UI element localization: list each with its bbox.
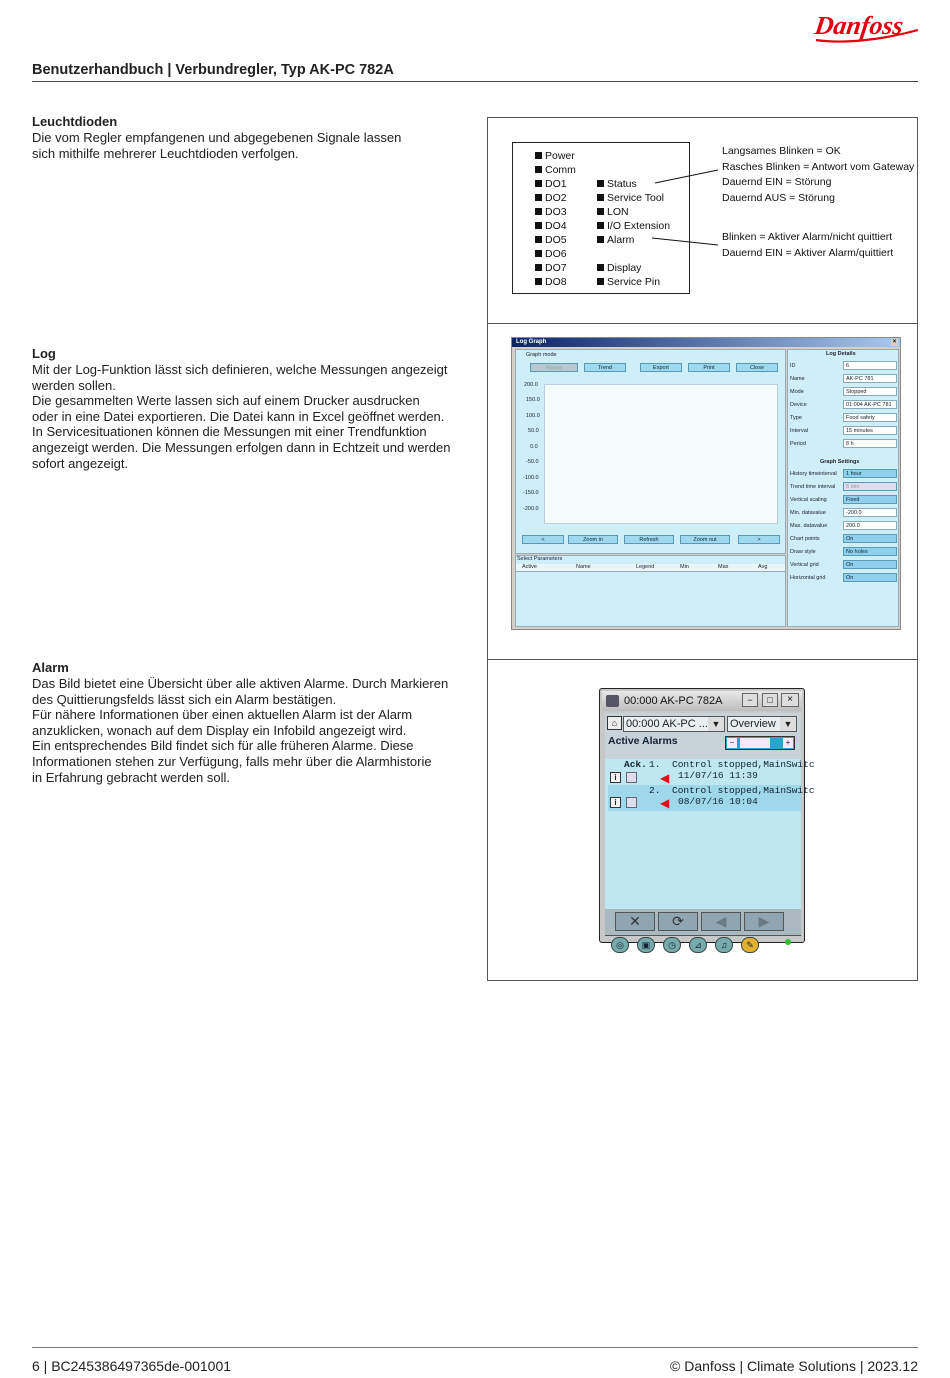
led-square-icon: [535, 166, 542, 173]
chevron-down-icon: ▼: [780, 717, 796, 731]
detail-value: Stopped: [843, 387, 897, 396]
graph-area: [515, 349, 786, 554]
param-table-header: [516, 564, 785, 572]
setting-label: History timeinterval: [790, 471, 837, 477]
setting-label: Trend time interval: [790, 484, 836, 490]
chart-points-select[interactable]: On: [843, 534, 897, 543]
detail-value: 6: [843, 361, 897, 370]
select-parameters-panel: [515, 555, 786, 627]
led-do2: DO2: [535, 192, 576, 206]
alarm-row[interactable]: [608, 759, 815, 785]
detail-label: Period: [790, 441, 806, 447]
setting-label: Vertical scaling: [790, 497, 827, 503]
y-tick: -100.0: [523, 475, 539, 481]
text-line: Die gesammelten Werte lassen sich auf einem Drucker ausdrucken: [32, 393, 420, 409]
text-line: werden sollen.: [32, 377, 116, 393]
note-line: Rasches Blinken = Antwort vom Gateway: [722, 160, 915, 173]
detail-label: Interval: [790, 428, 809, 434]
detail-label: Mode: [790, 389, 804, 395]
refresh-icon[interactable]: ⟳: [658, 912, 698, 931]
detail-label: Type: [790, 415, 802, 421]
print-button[interactable]: Print: [688, 363, 730, 372]
footer-document-id: 6 | BC245386497365de-001001: [32, 1358, 232, 1374]
alarm-bell-icon[interactable]: ♫: [715, 937, 733, 953]
alarm-window-title: 00:000 AK-PC 782A: [624, 695, 723, 707]
detail-value: AK-PC 781: [843, 374, 897, 383]
text-line: oder in eine Datei exportieren. Die Datei kann in Excel geöffnet werden.: [32, 408, 445, 424]
brand-wordmark: Danfoss: [812, 11, 906, 40]
led-square-icon: [597, 208, 604, 215]
text-line: sofort angezeigt.: [32, 455, 129, 471]
service-wrench-icon[interactable]: ✎: [741, 937, 759, 953]
alarm-bell-icon: ◀: [660, 796, 670, 810]
param-col-header: Min: [680, 564, 689, 570]
chevron-down-icon: ▼: [708, 717, 724, 731]
active-alarms-heading: Active Alarms: [608, 735, 678, 747]
scroll-left-button[interactable]: <: [522, 535, 564, 544]
text-line: des Quittierungsfelds lässt sich ein Alarm bestätigen.: [32, 691, 337, 707]
section-text-log: [32, 362, 482, 471]
vertical-grid-select[interactable]: On: [843, 560, 897, 569]
zoom-out-button[interactable]: Zoom out: [680, 535, 730, 544]
section-title-log: Log: [32, 346, 56, 361]
schedule-icon[interactable]: ◷: [663, 937, 681, 953]
led-do8: DO8: [535, 276, 576, 290]
close-icon[interactable]: ×: [892, 339, 897, 345]
alarm-screen: [605, 713, 815, 950]
led-square-icon: [535, 250, 542, 257]
detail-value: 8 h: [843, 439, 897, 448]
device-icon: [606, 695, 619, 707]
led-square-icon: [535, 208, 542, 215]
note-line: Dauernd EIN = Aktiver Alarm/quittiert: [722, 246, 894, 259]
vertical-scaling-select[interactable]: Fixed: [843, 495, 897, 504]
graph-icon[interactable]: ⊿: [689, 937, 707, 953]
setting-label: Draw style: [790, 549, 816, 555]
setting-label: Horizontal grid: [790, 575, 826, 581]
setting-label: Min. datavalue: [790, 510, 826, 516]
y-tick: -200.0: [523, 506, 539, 512]
history-button[interactable]: History: [530, 363, 578, 372]
led-do5: DO5: [535, 234, 576, 248]
minus-icon[interactable]: −: [727, 738, 737, 748]
led-do3: DO3: [535, 206, 576, 220]
param-col-header: Active: [522, 564, 537, 570]
led-square-icon: [535, 222, 542, 229]
page-field[interactable]: [740, 738, 770, 748]
section-title-alarm: Alarm: [32, 660, 69, 675]
network-icon[interactable]: ◎: [611, 937, 629, 953]
led-do7: DO7: [535, 262, 576, 276]
log-details-panel: [787, 349, 899, 627]
led-square-icon: [535, 264, 542, 271]
maximize-icon[interactable]: □: [762, 693, 778, 707]
status-led-icon: [785, 939, 791, 945]
text-line: in Erfahrung gebracht werden soll.: [32, 769, 231, 785]
status-notes: [722, 145, 914, 207]
close-button[interactable]: Close: [736, 363, 778, 372]
led-io-extension: I/O Extension: [597, 220, 670, 234]
text-line: In Servicesituationen können die Messungen mit einer Trendfunktion: [32, 424, 427, 440]
led-square-icon: [535, 194, 542, 201]
history-interval-select[interactable]: 1 hour: [843, 469, 897, 478]
ack-checkbox[interactable]: [626, 797, 637, 808]
y-tick: 100.0: [526, 413, 540, 419]
save-icon[interactable]: ▣: [637, 937, 655, 953]
note-line: Langsames Blinken = OK: [722, 145, 841, 157]
view-select[interactable]: Overview ▼: [727, 716, 797, 732]
text-line: Ein entsprechendes Bild findet sich für alle früheren Alarme. Diese: [32, 738, 414, 754]
alarm-time: 11/07/16 11:39: [678, 770, 758, 781]
setting-label: Chart points: [790, 536, 820, 542]
text-line: angezeigt werden. Die Messungen erfolgen dann in Echtzeit und werden: [32, 439, 451, 455]
led-comm: Comm: [535, 164, 576, 178]
y-tick: 150.0: [526, 397, 540, 403]
trend-button[interactable]: Trend: [584, 363, 626, 372]
log-graph-titlebar: [512, 338, 900, 347]
export-button[interactable]: Export: [640, 363, 682, 372]
alarm-index: 2.: [649, 785, 661, 796]
led-do1: DO1: [535, 178, 576, 192]
alarm-notes: [722, 231, 893, 262]
detail-label: Device: [790, 402, 807, 408]
danfoss-logo: [812, 4, 922, 46]
led-alarm: Alarm: [597, 234, 670, 248]
detail-value: 01:004 AK-PC 781: [843, 400, 897, 409]
led-service-tool: Service Tool: [597, 192, 670, 206]
led-lon: LON: [597, 206, 670, 220]
text-line: Informationen stehen zur Verfügung, falls mehr über die Alarmhistorie: [32, 753, 432, 769]
alarm-window: [599, 688, 815, 950]
ack-checkbox[interactable]: [626, 772, 637, 783]
led-square-icon: [535, 236, 542, 243]
alarm-text: Control stopped,MainSwitc: [672, 785, 815, 796]
figure-frame-bottom: [487, 980, 918, 981]
led-square-icon: [535, 278, 542, 285]
graph-mode-label: Graph mode: [526, 352, 557, 358]
led-spacer: [597, 248, 670, 262]
text-line: Das Bild bietet eine Übersicht über alle aktiven Alarme. Durch Markieren: [32, 676, 449, 691]
header-rule: [32, 81, 918, 82]
led-square-icon: [535, 152, 542, 159]
led-square-icon: [597, 194, 604, 201]
led-display: Display: [597, 262, 670, 276]
footer-rule: [32, 1347, 918, 1348]
back-icon[interactable]: ◀: [701, 912, 741, 931]
max-datavalue-input[interactable]: 200.0: [843, 521, 897, 530]
section-text-leds: [32, 130, 472, 161]
detail-label: Name: [790, 376, 805, 382]
led-square-icon: [597, 264, 604, 271]
led-left-column: [535, 150, 576, 290]
zoom-in-button[interactable]: Zoom in: [568, 535, 618, 544]
log-graph-title: Log Graph: [516, 339, 547, 345]
led-square-icon: [535, 180, 542, 187]
log-graph-window: [511, 337, 901, 630]
text-line: Für nähere Informationen über einen aktuellen Alarm ist der Alarm: [32, 707, 413, 723]
setting-label: Max. datavalue: [790, 523, 828, 529]
page-control[interactable]: [725, 736, 795, 750]
info-icon[interactable]: i: [610, 797, 621, 808]
led-square-icon: [597, 278, 604, 285]
select-parameters-label: Select Parameters: [517, 556, 563, 562]
note-line: Dauernd EIN = Störung: [722, 176, 832, 188]
y-tick: 200.0: [524, 382, 538, 388]
alarm-row[interactable]: [608, 785, 815, 811]
device-select[interactable]: 00:000 AK-PC ... ▼: [623, 716, 725, 732]
param-col-header: Max: [718, 564, 729, 570]
led-do4: DO4: [535, 220, 576, 234]
figure-frame-left: [487, 117, 488, 981]
draw-style-select[interactable]: No holes: [843, 547, 897, 556]
log-details-title: Log Details: [826, 351, 856, 357]
led-square-icon: [597, 222, 604, 229]
param-col-header: Legend: [636, 564, 655, 570]
led-square-icon: [597, 236, 604, 243]
detail-value: 15 minutes: [843, 426, 897, 435]
led-connector-lines: [650, 165, 720, 250]
scroll-right-button[interactable]: >: [738, 535, 780, 544]
section-text-alarm: [32, 676, 482, 785]
param-col-header: Name: [576, 564, 591, 570]
text-line: Mit der Log-Funktion lässt sich definieren, welche Messungen angezeigt: [32, 362, 448, 377]
dock-divider: [605, 935, 801, 936]
footer-copyright: © Danfoss | Climate Solutions | 2023.12: [670, 1358, 918, 1374]
info-icon[interactable]: i: [610, 772, 621, 783]
alarm-index: 1.: [649, 759, 661, 770]
figure-frame-divider-1: [487, 323, 918, 324]
alarm-time: 08/07/16 10:04: [678, 796, 758, 807]
led-square-icon: [597, 180, 604, 187]
forward-icon[interactable]: ▶: [744, 912, 784, 931]
y-tick: 0.0: [530, 444, 538, 450]
minimize-icon[interactable]: −: [742, 693, 758, 707]
plot-canvas: [544, 384, 778, 524]
figure-frame-right: [917, 117, 918, 981]
cancel-icon[interactable]: ✕: [615, 912, 655, 931]
horizontal-grid-select[interactable]: On: [843, 573, 897, 582]
home-icon[interactable]: ⌂: [607, 716, 622, 730]
y-tick: 50.0: [528, 428, 539, 434]
detail-value: Food safety: [843, 413, 897, 422]
close-icon[interactable]: ×: [781, 693, 799, 707]
note-line: Dauernd AUS = Störung: [722, 191, 835, 204]
param-col-header: Avg: [758, 564, 768, 570]
setting-label: Vertical grid: [790, 562, 819, 568]
detail-label: ID: [790, 363, 796, 369]
plus-icon[interactable]: +: [783, 738, 793, 748]
alarm-list: [608, 759, 815, 909]
ack-header: Ack.: [624, 759, 647, 770]
alarm-text: Control stopped,MainSwitc: [672, 759, 815, 770]
alarm-window-titlebar: [602, 691, 802, 711]
note-line: Blinken = Aktiver Alarm/nicht quittiert: [722, 231, 893, 243]
figure-frame-divider-2: [487, 659, 918, 660]
y-tick: -150.0: [523, 490, 539, 496]
led-service-pin: Service Pin: [597, 276, 670, 290]
document-title: Benutzerhandbuch | Verbundregler, Typ AK-PC 782A: [32, 62, 394, 78]
text-line: Die vom Regler empfangenen und abgegebenen Signale lassen: [32, 130, 402, 145]
figure-frame-top: [487, 117, 918, 118]
led-do6: DO6: [535, 248, 576, 262]
y-tick: -50.0: [526, 459, 539, 465]
graph-settings-title: Graph Settings: [820, 459, 860, 465]
led-power: Power: [535, 150, 576, 164]
section-title-leds: Leuchtdioden: [32, 114, 118, 129]
min-datavalue-input[interactable]: -200.0: [843, 508, 897, 517]
refresh-button[interactable]: Refresh: [624, 535, 674, 544]
text-line: anzuklicken, wonach auf dem Display ein Infobild angezeigt wird.: [32, 722, 407, 738]
trend-interval-select[interactable]: 5 min: [843, 482, 897, 491]
text-line: sich mithilfe mehrerer Leuchtdioden verfolgen.: [32, 145, 299, 161]
led-status: Status: [597, 178, 670, 192]
alarm-bell-icon: ◀: [660, 771, 670, 785]
